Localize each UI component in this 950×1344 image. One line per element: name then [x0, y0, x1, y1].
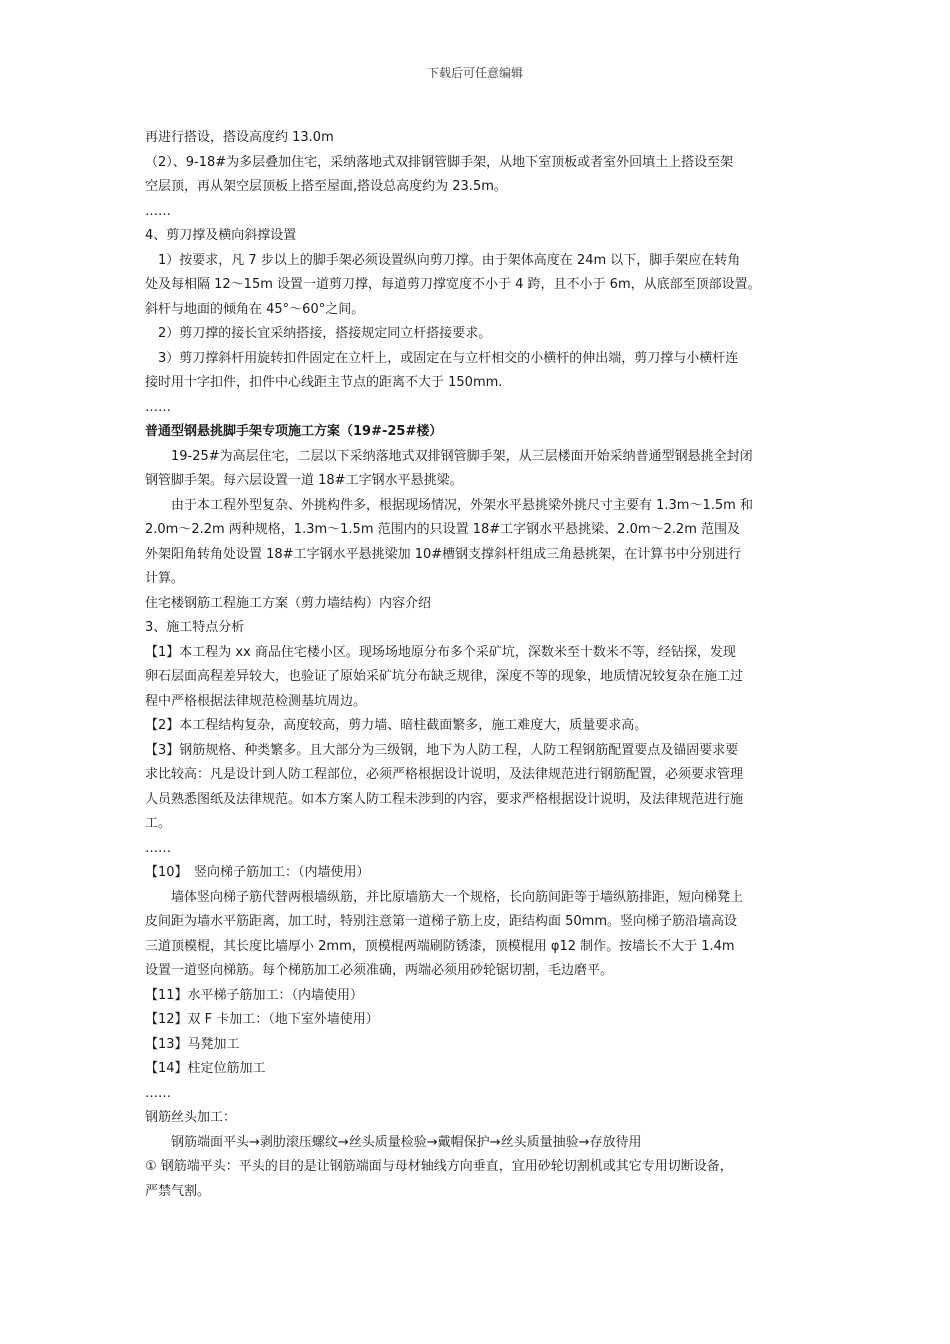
text-line: 斜杆与地面的倾角在 45°～60°之间。	[145, 301, 365, 317]
text-line: 1）按要求，凡 7 步以上的脚手架必须设置纵向剪刀撑。由于架体高度在 24m 以下，脚手架应在转角	[145, 252, 741, 268]
text-line: 由于本工程外型复杂、外挑构件多，根据现场情况，外架水平悬挑梁外挑尺寸主要有 1.3m～1.5m 和	[145, 497, 753, 513]
page-header: 下载后可任意编辑	[426, 66, 523, 80]
text-line: 钢筋端面平头→剥肋滚压螺纹→丝头质量检验→戴帽保护→丝头质量抽验→存放待用	[145, 1134, 642, 1150]
text-line: 再进行搭设，搭设高度约 13.0m	[145, 130, 334, 145]
text-line: 外架阳角转角处设置 18#工字钢水平悬挑梁加 10#槽钢支撑斜杆组成三角悬挑架，在计算书中分别进行	[145, 546, 742, 562]
text-line: 墙体竖向梯子筋代替两根墙纵筋，并比原墙筋大一个规格，长向筋间距等于墙纵筋排距，短向梯凳上	[145, 889, 744, 905]
text-line: 空层顶，再从架空层顶板上搭至屋面,搭设总高度约为 23.5m。	[145, 179, 507, 194]
ellipsis: ……	[145, 1085, 171, 1101]
text-line: 钢管脚手架。每六层设置一道 18#工字钢水平悬挑梁。	[145, 473, 463, 488]
section-heading: 4、剪刀撑及横向斜撑设置	[145, 228, 297, 243]
text-line: 【13】马凳加工	[145, 1036, 240, 1052]
section-heading: 钢筋丝头加工：	[145, 1110, 237, 1125]
text-line: 求比较高：凡是设计到人防工程部位，必须严格根据设计说明，及法律规范进行钢筋配置，必须要求管理	[145, 767, 744, 782]
ellipsis: ……	[145, 203, 171, 219]
text-line: 程中严格根据法律规范检测基坑周边。	[145, 693, 367, 709]
text-line: 【3】钢筋规格、种类繁多。且大部分为三级钢，地下为人防工程，人防工程钢筋配置要点及锚固要求要	[145, 742, 739, 758]
text-line: 设置一道竖向梯筋。每个梯筋加工必须准确，两端必须用砂轮锯切割，毛边磨平。	[145, 963, 614, 978]
text-line: 三道顶模棍，其长度比墙厚小 2mm，顶模棍两端刷防锈漆，顶模棍用 φ12 制作。按墙长不大于 1.4m	[145, 938, 735, 954]
text-line: ① 钢筋端平头：平头的目的是让钢筋端面与母材轴线方向垂直，宜用砂轮切割机或其它专用切断设备，	[145, 1159, 733, 1174]
section-heading: 住宅楼钢筋工程施工方案（剪力墙结构）内容介绍	[145, 595, 432, 611]
text-line: 【2】本工程结构复杂，高度较高，剪力墙、暗柱截面繁多，施工难度大，质量要求高。	[145, 718, 648, 733]
text-line: 3）剪刀撑斜杆用旋转扣件固定在立杆上，或固定在与立杆相交的小横杆的伸出端，剪刀撑与小横杆连	[145, 350, 739, 366]
document-body	[145, 126, 813, 1204]
text-line: 2.0m～2.2m 两种规格，1.3m～1.5m 范围内的只设置 18#工字钢水平悬挑梁、2.0m～2.2m 范围及	[145, 522, 740, 537]
text-line: 【10】 竖向梯子筋加工：（内墙使用）	[145, 865, 370, 880]
text-line: 人员熟悉图纸及法律规范。如本方案人防工程未涉到的内容，要求严格根据设计说明，及法律规范进行施	[145, 791, 744, 807]
text-line: 2）剪刀撑的接长宜采纳搭接，搭接规定同立杆搭接要求。	[145, 326, 492, 341]
section-heading: 3、施工特点分析	[145, 620, 245, 635]
text-line: 19-25#为高层住宅，二层以下采纳落地式双排钢管脚手架，从三层楼面开始采纳普通型钢悬挑全封闭	[145, 448, 753, 464]
bold-heading: 普通型钢悬挑脚手架专项施工方案（19#-25#楼）	[145, 424, 443, 439]
ellipsis: ……	[145, 399, 171, 415]
text-line: 严禁气割。	[145, 1183, 211, 1199]
ellipsis: ……	[145, 840, 171, 856]
text-line: 【14】柱定位筋加工	[145, 1061, 266, 1076]
text-line: 工。	[145, 816, 172, 831]
text-line: （2）、9-18#为多层叠加住宅，采纳落地式双排钢管脚手架，从地下室顶板或者室外回填土上搭设至架	[145, 154, 734, 170]
text-line: 【11】水平梯子筋加工：（内墙使用）	[145, 987, 364, 1003]
text-line: 接时用十字扣件，扣件中心线距主节点的距离不大于 150mm.	[145, 375, 503, 390]
text-line: 皮间距为墙水平筋距离，加工时，特别注意第一道梯子筋上皮，距结构面 50mm。竖向梯子筋沿墙高设	[145, 914, 738, 929]
text-line: 卵石层面高程差异较大，也验证了原始采矿坑分布缺乏规律，深度不等的现象，地质情况较复杂在施工过	[145, 669, 744, 684]
text-line: 计算。	[145, 571, 185, 586]
text-line: 【1】本工程为 xx 商品住宅楼小区。现场场地原分布多个采矿坑，深数米至十数米不等，经钻探，发现	[145, 644, 736, 660]
text-line: 处及每相隔 12～15m 设置一道剪刀撑，每道剪刀撑宽度不小于 4 跨，且不小于 6m，从底部至顶部设置。	[145, 277, 761, 292]
text-line: 【12】双 F 卡加工：（地下室外墙使用）	[145, 1012, 379, 1027]
